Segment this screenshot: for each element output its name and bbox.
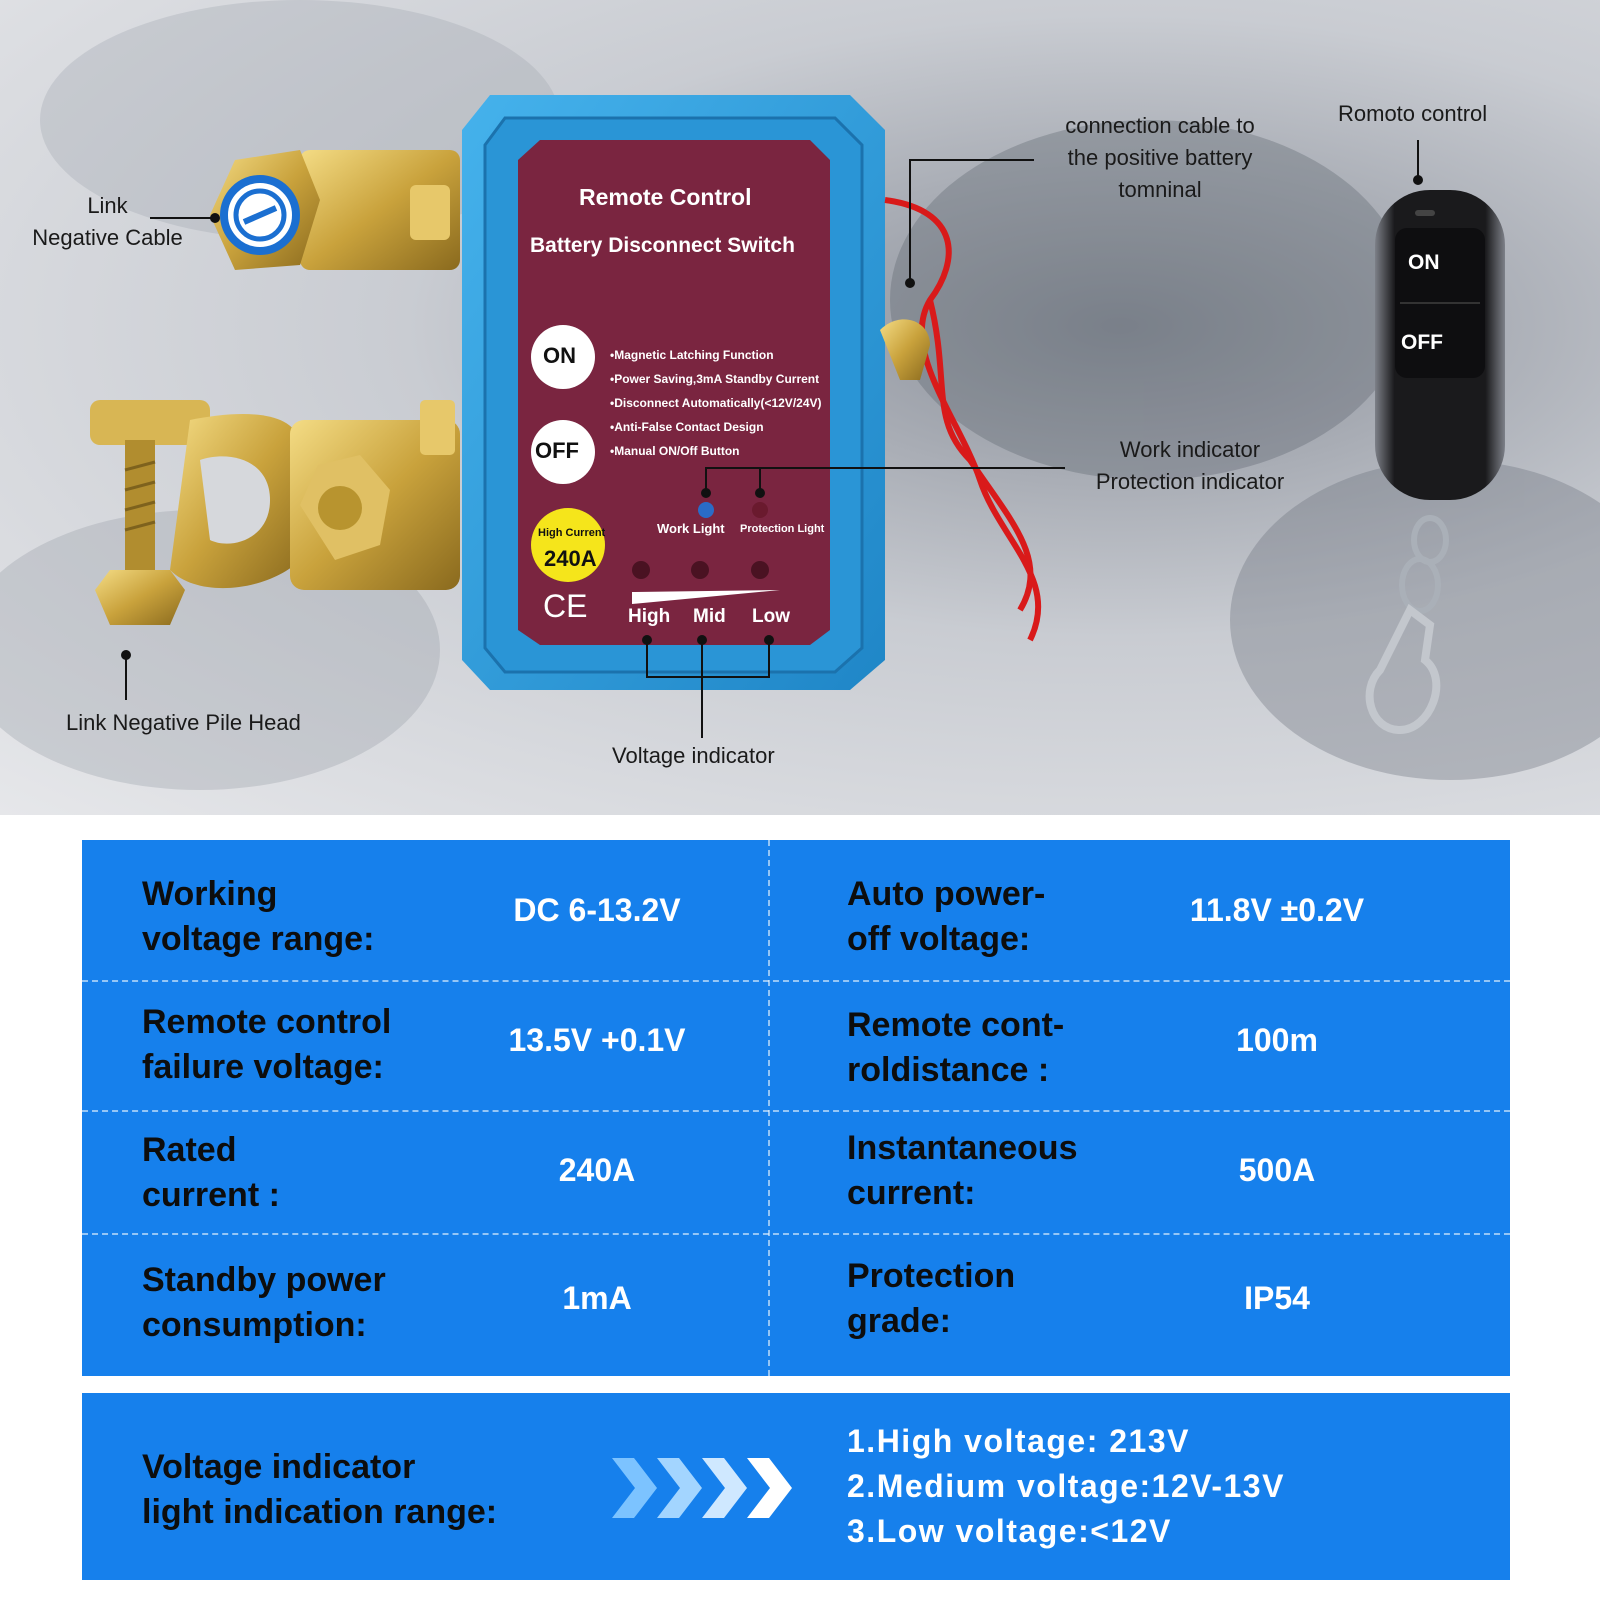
feature-item: •Magnetic Latching Function — [610, 348, 774, 362]
spec-label: Working voltage range: — [142, 875, 375, 958]
spec-value: 500A — [1238, 1152, 1316, 1188]
level-mid-label: Mid — [693, 606, 726, 627]
feature-item: •Power Saving,3mA Standby Current — [610, 372, 820, 386]
spec-value: 1mA — [562, 1280, 632, 1316]
spec-value: 11.8V ±0.2V — [1189, 892, 1365, 928]
row-divider — [82, 1110, 1510, 1112]
voltage-range-item: 3.Low voltage:<12V — [847, 1513, 1172, 1549]
callout-line: Negative Cable — [32, 225, 183, 250]
level-low-label: Low — [752, 606, 790, 627]
spec-value: 100m — [1236, 1022, 1318, 1058]
callout-line: Work indicator — [1119, 437, 1261, 462]
spec-label: Protection grade: — [847, 1257, 1016, 1340]
row-divider — [82, 1233, 1510, 1235]
negative-cable-terminal — [210, 150, 460, 270]
callout-line: Link — [87, 193, 128, 218]
callout-line: the positive battery — [1067, 145, 1253, 170]
remote-off-button[interactable]: OFF — [1401, 331, 1443, 354]
spec-value: DC 6-13.2V — [513, 892, 681, 928]
column-divider — [768, 840, 770, 1376]
spec-value: IP54 — [1244, 1280, 1310, 1316]
callout-voltage-indicator: Voltage indicator — [612, 743, 775, 768]
ring-terminal — [880, 319, 930, 380]
voltage-range-list — [847, 1419, 1285, 1554]
spec-label: Rated current : — [142, 1131, 280, 1214]
device-off-button[interactable]: OFF — [535, 438, 579, 463]
high-current-badge-value: 240A — [544, 546, 597, 571]
device-title-line2: Battery Disconnect Switch — [530, 234, 795, 257]
ce-mark: CE — [543, 588, 588, 624]
callout-line: connection cable to — [1065, 113, 1255, 138]
callout-remote-control: Romoto control — [1338, 101, 1488, 126]
spec-label: Instantaneous current: — [847, 1129, 1078, 1212]
voltage-range-item: 1.High voltage: 213V — [847, 1423, 1190, 1459]
work-light-label: Work Light — [657, 521, 725, 536]
spec-label: Remote cont- roldistance : — [847, 1006, 1065, 1089]
chevron-arrows-icon — [612, 1453, 802, 1523]
high-current-badge-top: High Current — [538, 527, 606, 539]
callout-link-negative-pile-head: Link Negative Pile Head — [66, 710, 301, 735]
spec-value: 13.5V +0.1V — [508, 1022, 686, 1058]
voltage-range-item: 2.Medium voltage:12V-13V — [847, 1468, 1285, 1504]
spec-label: Auto power- off voltage: — [847, 875, 1046, 958]
level-high-label: High — [628, 606, 671, 627]
spec-table — [82, 840, 1510, 1376]
callout-indicators — [1070, 434, 1310, 498]
callout-link-negative-cable — [25, 190, 190, 254]
spec-value: 240A — [558, 1152, 636, 1188]
voltage-range-label: Voltage indicator light indication range: — [142, 1448, 498, 1531]
device-title-line1: Remote Control — [579, 184, 752, 210]
feature-item: •Manual ON/Off Button — [610, 444, 740, 458]
voltage-range-band — [82, 1393, 1510, 1580]
device-on-button[interactable]: ON — [543, 343, 576, 368]
feature-item: •Disconnect Automatically(<12V/24V) — [610, 396, 822, 410]
protection-light-label: Protection Light — [740, 523, 825, 535]
feature-list — [610, 343, 822, 463]
callout-line: Protection indicator — [1095, 469, 1285, 494]
spec-label: Standby power consumption: — [142, 1261, 386, 1344]
feature-item: •Anti-False Contact Design — [610, 420, 764, 434]
callout-connection-cable — [1040, 110, 1280, 206]
remote-on-button[interactable]: ON — [1408, 251, 1440, 274]
row-divider — [82, 980, 1510, 982]
spec-label: Remote control failure voltage: — [142, 1003, 392, 1086]
callout-line: tomninal — [1118, 177, 1202, 202]
